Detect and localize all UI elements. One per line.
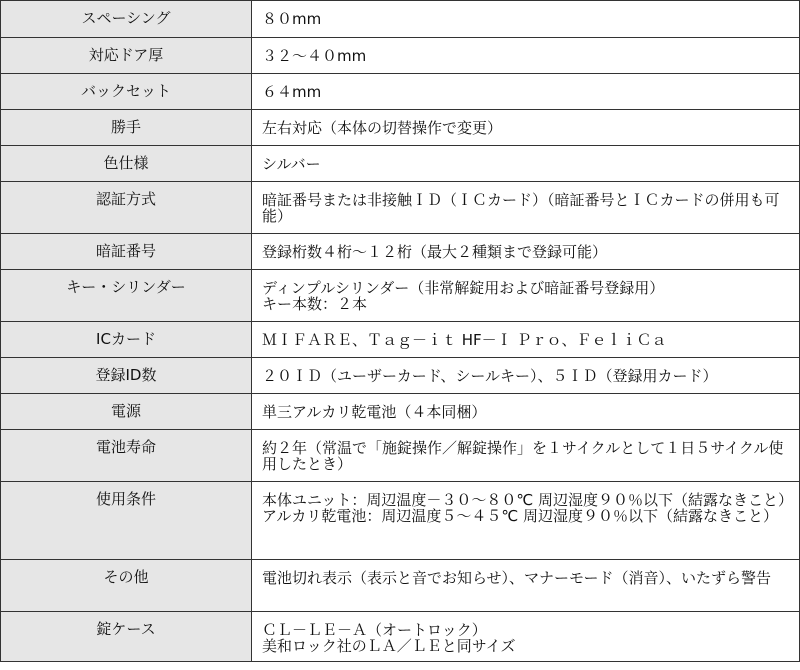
table-row: [1, 270, 800, 322]
row-value: [252, 270, 800, 322]
row-label: 使用条件: [1, 482, 252, 560]
table-row: [1, 612, 800, 662]
row-label: 登録ID数: [1, 358, 252, 394]
row-label: その他: [1, 560, 252, 612]
row-value: [252, 358, 800, 394]
row-label: ICカード: [1, 322, 252, 358]
row-value-line: ＭＩＦＡＲＥ、Ｔａｇ－ｉｔ HF－Ｉ Ｐｒｏ、ＦｅｌｉＣａ: [262, 331, 667, 349]
row-label: 認証方式: [1, 182, 252, 234]
spec-table-body: [1, 1, 800, 662]
row-value: [252, 234, 800, 270]
table-row: [1, 38, 800, 74]
row-label: 錠ケース: [1, 612, 252, 662]
row-value: [252, 146, 800, 182]
row-label: 色仕様: [1, 146, 252, 182]
row-value-line: ディンプルシリンダー（非常解錠用および暗証番号登録用）: [262, 279, 665, 297]
row-value-line: ＣＬ－ＬＥ－Ａ（オートロック）: [262, 621, 487, 639]
table-row: [1, 182, 800, 234]
row-value-line: シルバー: [262, 155, 321, 173]
table-row: [1, 394, 800, 430]
row-value-line: 登録桁数４桁〜１２桁（最大２種類まで登録可能）: [262, 243, 608, 261]
row-label: 対応ドア厚: [1, 38, 252, 74]
table-row: [1, 234, 800, 270]
row-value-line: ８０mm: [262, 10, 322, 28]
row-label: 勝手: [1, 110, 252, 146]
table-row: [1, 560, 800, 612]
row-value: [252, 110, 800, 146]
row-value-line: 暗証番号または非接触ＩＤ（ＩＣカード）（暗証番号とＩＣカードの併用も可能）: [262, 191, 780, 225]
row-value-line: 美和ロック社のＬＡ／ＬＥと同サイズ: [262, 637, 516, 655]
row-value-line: ３２〜４０mm: [262, 47, 367, 65]
row-value: [252, 322, 800, 358]
row-label: スペーシング: [1, 1, 252, 38]
row-value-line: 約２年（常温で「施錠操作／解錠操作」を１サイクルとして１日５サイクル使用したとき）: [262, 439, 784, 473]
row-value-line: 左右対応（本体の切替操作で変更）: [262, 119, 503, 137]
row-value-line: 電池切れ表示（表示と音でお知らせ）、マナーモード（消音）、いたずら警告: [262, 569, 771, 587]
table-row: [1, 146, 800, 182]
row-value: [252, 482, 800, 560]
row-value: [252, 38, 800, 74]
row-value-line: ６４mm: [262, 83, 322, 101]
row-label: 電池寿命: [1, 430, 252, 482]
table-row: [1, 110, 800, 146]
row-value: [252, 430, 800, 482]
row-label: キー・シリンダー: [1, 270, 252, 322]
table-row: [1, 74, 800, 110]
row-value-line: ２０ＩＤ（ユーザーカード、シールキー）、５ＩＤ（登録用カード）: [262, 367, 718, 385]
row-value: [252, 394, 800, 430]
row-value-line: 本体ユニット：周辺温度－３０～８０℃ 周辺湿度９０％以下（結露なきこと）: [262, 491, 794, 509]
row-value: [252, 612, 800, 662]
row-label: 電源: [1, 394, 252, 430]
row-label: バックセット: [1, 74, 252, 110]
row-value: [252, 1, 800, 38]
table-row: [1, 430, 800, 482]
table-row: [1, 358, 800, 394]
row-value: [252, 560, 800, 612]
row-value-line: 単三アルカリ乾電池（４本同梱）: [262, 403, 487, 421]
row-value: [252, 182, 800, 234]
table-row: [1, 1, 800, 38]
row-value-line: キー本数：２本: [262, 295, 368, 313]
table-row: [1, 322, 800, 358]
row-value: [252, 74, 800, 110]
row-value-line: アルカリ乾電池：周辺温度５～４５℃ 周辺湿度９０％以下（結露なきこと）: [262, 507, 779, 525]
row-label: 暗証番号: [1, 234, 252, 270]
table-row: [1, 482, 800, 560]
